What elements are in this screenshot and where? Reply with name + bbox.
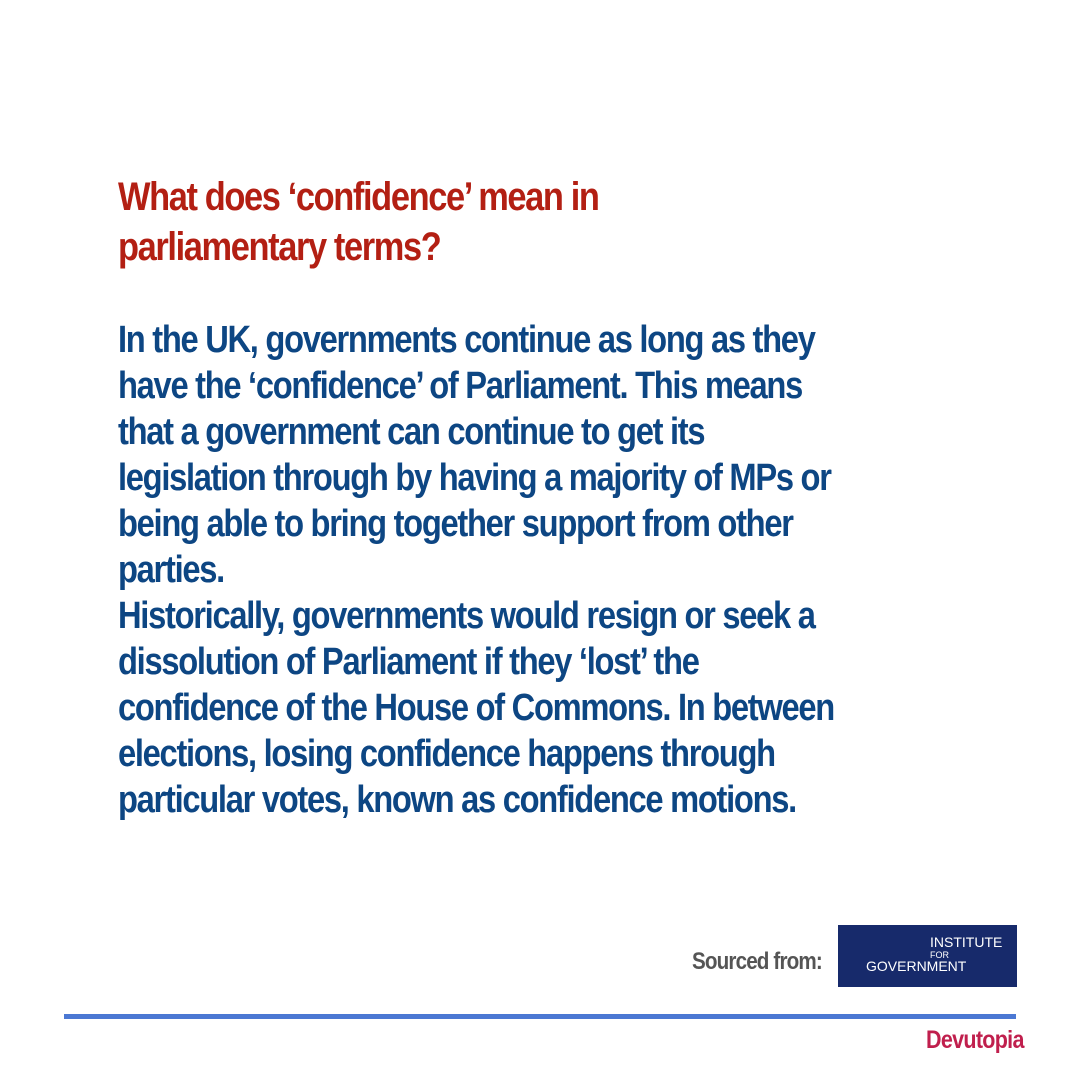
body-line: elections, losing confidence happens through	[118, 733, 775, 775]
body-line: that a government can continue to get its	[118, 411, 705, 453]
institute-for-government-logo	[838, 925, 1017, 987]
logo-line-for: FOR	[930, 950, 949, 960]
body-line: Historically, governments would resign or seek a	[118, 595, 815, 637]
body-line: confidence of the House of Commons. In between	[118, 687, 834, 729]
paragraph-history	[118, 593, 888, 823]
explanation-text	[118, 317, 888, 823]
body-line: parties.	[118, 549, 224, 591]
source-label: Sourced from:	[692, 948, 822, 975]
logo-line-government: GOVERNMENT	[866, 958, 967, 974]
title-line-2: parliamentary terms?	[118, 225, 441, 269]
title-line-1: What does ‘confidence’ mean in	[118, 175, 599, 219]
body-line: In the UK, governments continue as long as they	[118, 319, 815, 361]
body-line: particular votes, known as confidence motions.	[118, 779, 796, 821]
body-line: have the ‘confidence’ of Parliament. This means	[118, 365, 802, 407]
paragraph-uk-governments	[118, 317, 888, 593]
body-line: dissolution of Parliament if they ‘lost’ the	[118, 641, 699, 683]
brand-wordmark: Devutopia	[926, 1026, 1024, 1054]
body-line: being able to bring together support from other	[118, 503, 793, 545]
logo-line-institute: INSTITUTE	[930, 934, 1003, 950]
footer-divider	[64, 1014, 1016, 1019]
page-title	[118, 172, 772, 272]
body-line: legislation through by having a majority of MPs or	[118, 457, 831, 499]
